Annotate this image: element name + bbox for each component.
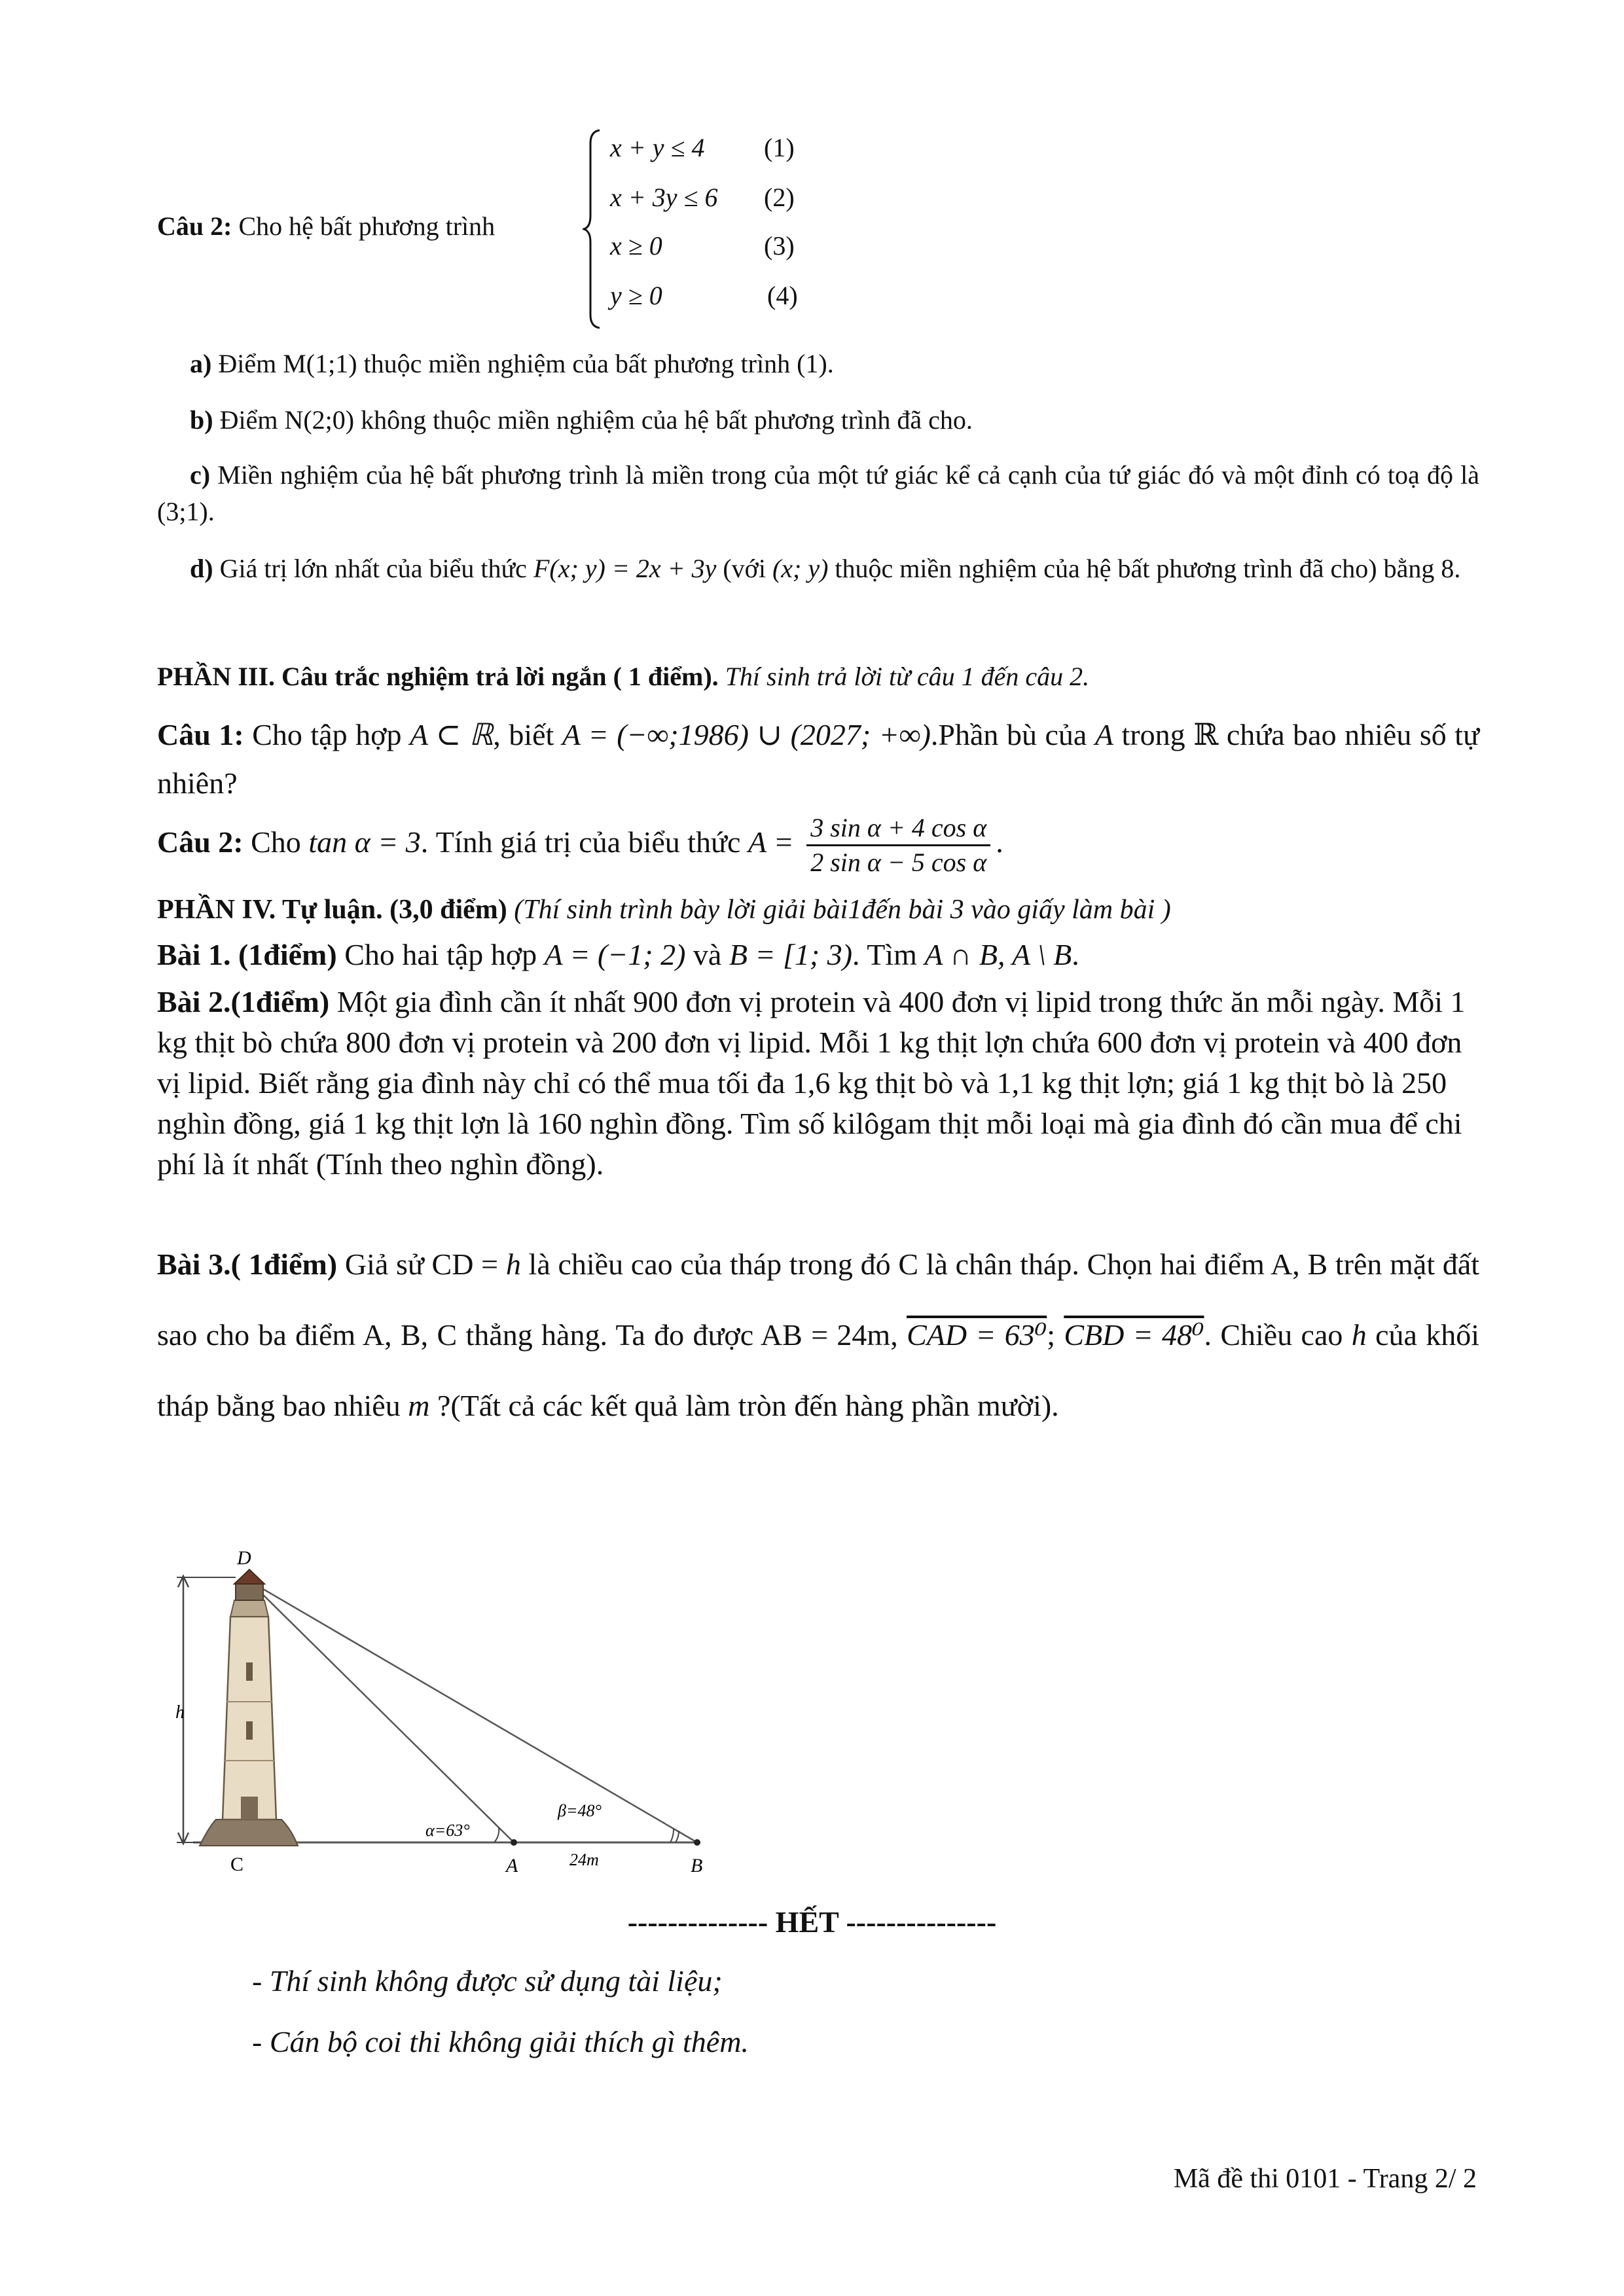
cau2-item-c — [157, 457, 1479, 530]
label-b: B — [691, 1855, 703, 1876]
system-expr-4: y ≥ 0 — [610, 281, 662, 310]
system-brace — [583, 128, 602, 331]
label-a: A — [506, 1855, 518, 1876]
part3-heading — [157, 658, 1479, 695]
bai3-text1: Giả sử CD = — [344, 1247, 499, 1281]
item-d-label: d) — [190, 554, 213, 583]
label-beta: β=48° — [558, 1801, 602, 1820]
inequality-system — [583, 124, 844, 334]
bai1-find: A ∩ B, A \ B — [924, 938, 1072, 971]
bai1-set-b: B = [1; 3) — [729, 938, 853, 971]
part3-q2-label: Câu 2: — [157, 825, 244, 859]
system-expr-1: x + y ≤ 4 — [610, 133, 705, 162]
bai3-m: m — [408, 1389, 430, 1422]
cau2-text: Cho hệ bất phương trình — [238, 211, 496, 241]
fraction-numerator: 3 sin α + 4 cos α — [806, 812, 990, 846]
part3-q1-text3: .Phần bù của — [930, 718, 1087, 751]
item-c-label: c) — [190, 460, 211, 490]
item-d-expr: F(x; y) = 2x + 3y — [533, 554, 717, 583]
cau2-item-a — [190, 346, 1479, 382]
item-b-text: Điểm N(2;0) không thuộc miền nghiệm của hệ bất phương trình đã cho. — [219, 405, 973, 435]
system-num-2: (2) — [764, 183, 795, 212]
part3-q2: Câu 2: Cho tan α = 3. Tính giá trị của biểu thức A = $\frac{\text{3 sin α + 4 cos α}}{\text{2 sin α − 5 cos α}}$ . — [157, 812, 1479, 879]
bai3-h: h — [505, 1247, 521, 1281]
cau2-item-d — [157, 548, 1479, 589]
part3-q2-cond: tan α = 3 — [308, 825, 421, 859]
bai3-text2: là chiều cao của tháp trong đó C là chân tháp. Chọn hai điểm A, B trên mặt đất sao cho ba điểm A, B, C thẳng hàng. Ta đo được AB = 24m, — [157, 1247, 1480, 1352]
fraction-denominator: 2 sin α − 5 cos α — [810, 848, 987, 877]
end-marker: -------------- HẾT --------------- — [627, 1905, 997, 1939]
cau2-label: Câu 2: — [157, 211, 232, 241]
part3-q1 — [157, 711, 1479, 808]
part4-bai3: Bài 3.( 1điểm) Giả sử CD = h là chiều cao của tháp trong đó C là chân tháp. Chọn hai điểm A, B trên mặt đất sao cho ba điểm A, B, C thẳng hàng. Ta đo được AB = 24m, CAD = 63⁰; CBD = 48⁰. Chiều cao h của khối tháp bằng bao nhiêu m ?(Tất cả các kết quả làm tròn đến hàng phần mười). — [157, 1247, 1480, 1422]
bai3-text3: . Chiều cao — [1204, 1318, 1343, 1352]
system-num-1: (1) — [764, 133, 795, 162]
part3-q1-text4: trong ℝ chứa bao nhiêu số tự nhiên? — [157, 718, 1479, 800]
label-alpha: α=63° — [425, 1821, 470, 1840]
part3-q2-A: A = — [748, 825, 794, 859]
system-num-4: (4) — [767, 281, 798, 310]
bai3-text4: của khối tháp bằng bao nhiêu — [157, 1318, 1480, 1422]
part4-heading — [157, 891, 1479, 928]
label-c: C — [230, 1854, 244, 1875]
lighthouse-icon — [200, 1570, 298, 1846]
bai2-text: Một gia đình cần ít nhất 900 đơn vị protein và 400 đơn vị lipid trong thức ăn mỗi ngày. Mỗi 1 kg thịt bò chứa 800 đơn vị protein và 200 đơn vị lipid. Mỗi 1 kg thịt lợn chứa 600 đơn vị protein và 400 đơn vị lipid. Biết rằng gia đình này chỉ có thể mua tối đa 1,6 kg thịt bò và 1,1 kg thịt lợn; giá 1 kg thịt bò là 250 nghìn đồng, giá 1 kg thịt lợn là 160 nghìn đồng. Tìm số kilôgam thịt mỗi loại mà gia đình đó cần mua để chi phí là ít nhất (Tính theo nghìn đồng). — [157, 985, 1466, 1181]
item-a-label: a) — [190, 349, 212, 378]
label-h: h — [175, 1702, 185, 1723]
bai3-h-2: h — [1351, 1318, 1367, 1352]
bai3-label: Bài 3.( 1điểm) — [157, 1247, 338, 1281]
item-b-label: b) — [190, 405, 213, 435]
bai3-angle-cbd: CBD = 48⁰ — [1064, 1318, 1204, 1352]
part3-q1-label: Câu 1: — [157, 718, 244, 751]
item-d-text1: Giá trị lớn nhất của biểu thức — [219, 554, 527, 583]
label-24m: 24m — [569, 1850, 599, 1869]
part3-q1-text2: , biết — [493, 718, 554, 751]
page-footer: Mã đề thi 0101 - Trang 2/ 2 — [1173, 2164, 1477, 2194]
part4-bai2 — [157, 982, 1479, 1185]
cau2-item-b — [190, 402, 1479, 439]
lighthouse-figure — [157, 1538, 733, 1885]
part4-title: PHẦN IV. Tự luận. (3,0 điểm) — [157, 895, 507, 925]
bai1-and: và — [693, 938, 722, 971]
system-num-3: (3) — [764, 231, 795, 260]
item-c-text: Miền nghiệm của hệ bất phương trình là miền trong của một tứ giác kể cả cạnh của tứ giác đó và một đỉnh có toạ độ là (3;1). — [157, 460, 1480, 526]
cau2-question — [157, 208, 615, 245]
bai1-set-a: A = (−1; 2) — [544, 938, 686, 971]
system-row-3 — [610, 230, 795, 261]
part3-q1-text1: Cho tập hợp — [252, 718, 402, 751]
part4-note: (Thí sinh trình bày lời giải bài1đến bài 3 vào giấy làm bài ) — [514, 895, 1171, 925]
part3-title: PHẦN III. Câu trắc nghiệm trả lời ngắn ( 1 điểm). — [157, 662, 719, 691]
bai3-angle-cad: CAD = 63⁰ — [907, 1318, 1047, 1352]
item-d-text2: (với — [723, 554, 766, 583]
part3-note: Thí sinh trả lời từ câu 1 đến câu 2. — [725, 662, 1090, 691]
system-row-1 — [610, 132, 795, 163]
system-expr-2: x + 3y ≤ 6 — [610, 183, 718, 212]
bai3-text5: ?(Tất cả các kết quả làm tròn đến hàng phần mười). — [437, 1389, 1059, 1422]
bai1-text1: Cho hai tập hợp — [344, 938, 537, 971]
system-row-2 — [610, 182, 795, 213]
part3-q2-fraction — [806, 812, 990, 879]
item-d-xy: (x; y) — [772, 554, 829, 583]
part3-q1-expr: A = (−∞;1986) ∪ (2027; +∞) — [562, 718, 931, 751]
part4-bai1: Bài 1. (1điểm) Cho hai tập hợp A = (−1; 2) và B = [1; 3). Tìm A ∩ B, A \ B. — [157, 938, 1079, 971]
system-expr-3: x ≥ 0 — [610, 231, 662, 260]
system-row-4 — [610, 280, 798, 311]
item-d-text3: thuộc miền nghiệm của hệ bất phương trình đã cho) bằng 8. — [835, 554, 1461, 583]
part3-q1-set: A ⊂ ℝ — [409, 718, 494, 751]
end-note-2: - Cán bộ coi thi không giải thích gì thêm. — [252, 2025, 749, 2058]
end-note-1: - Thí sinh không được sử dụng tài liệu; — [252, 1964, 723, 1998]
part3-q2-text2: . Tính giá trị của biểu thức — [420, 825, 741, 859]
item-a-text: Điểm M(1;1) thuộc miền nghiệm của bất phương trình (1). — [218, 349, 834, 378]
part3-q2-text1: Cho — [251, 825, 301, 859]
bai1-label: Bài 1. (1điểm) — [157, 938, 337, 971]
label-d: D — [237, 1547, 251, 1569]
part3-q1-A: A — [1094, 718, 1113, 751]
bai1-text2: . Tìm — [852, 938, 917, 971]
bai2-label: Bài 2.(1điểm) — [157, 985, 330, 1018]
